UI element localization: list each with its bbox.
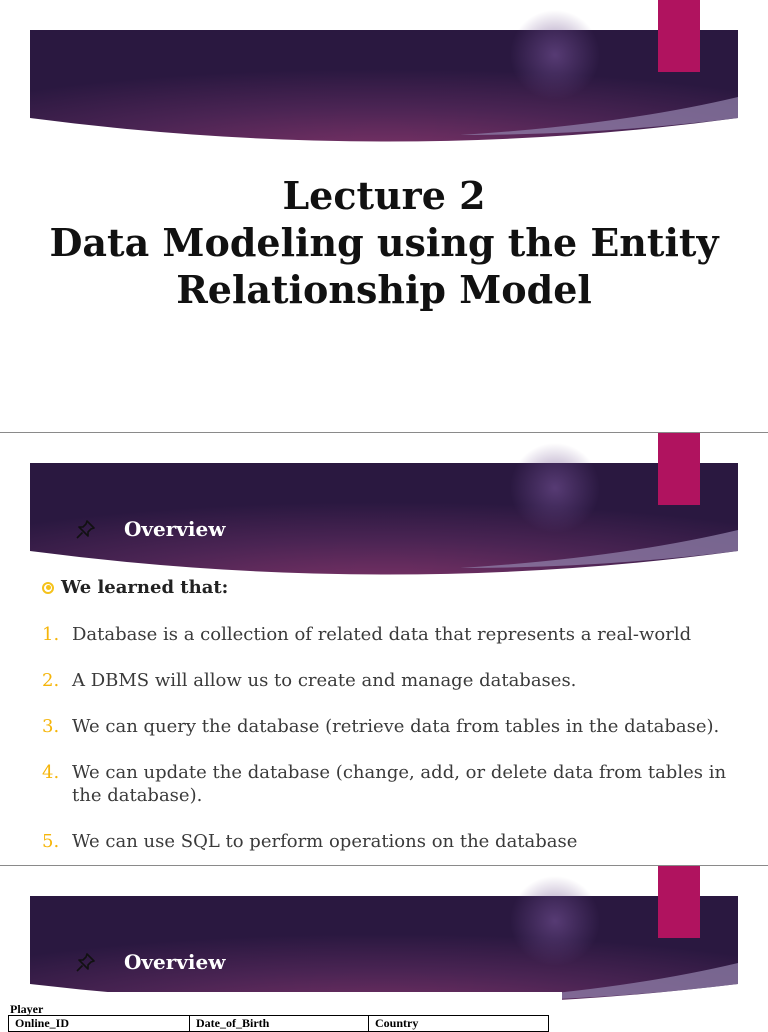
column-header: Online_ID [9,1016,190,1032]
slide-heading: Overview [124,517,226,541]
slide-title [0,0,768,432]
list-number: 2. [42,670,60,691]
list-item [42,761,752,807]
radio-bullet-icon [42,582,54,594]
title-line: Lecture 2 [282,173,486,218]
slide-heading: Overview [124,950,226,974]
slide-overview [0,433,768,865]
pushpin-icon [74,517,98,541]
table-label: Player [10,1002,44,1016]
slide-banner [0,433,768,593]
list-text: We can query the database (retrieve data from tables in the database). [72,716,720,737]
column-header: Country [369,1016,549,1032]
title-line: Relationship Model [176,267,592,312]
list-text: We can use SQL to perform operations on the database [72,831,578,852]
column-header: Date_of_Birth [190,1016,369,1032]
list-number: 4. [42,762,60,783]
list-text: A DBMS will allow us to create and manage databases. [72,670,577,691]
intro-line [42,577,228,598]
list-item [42,669,752,692]
list-number: 3. [42,716,60,737]
slide-banner [0,0,768,160]
list-text: Database is a collection of related data that represents a real-world [72,624,692,645]
list-item [42,715,752,738]
pushpin-icon [74,950,98,974]
title-line: Data Modeling using the Entity [49,220,719,265]
list-number: 1. [42,624,60,645]
list-item [42,830,752,853]
list-text: We can update the database (change, add, or delete data from tables in the database). [72,762,727,806]
slide-banner [0,866,768,1006]
intro-text: We learned that: [61,577,229,598]
list-number: 5. [42,831,60,852]
slide-title-text [0,172,768,313]
overview-list [42,623,752,865]
list-item [42,623,752,646]
